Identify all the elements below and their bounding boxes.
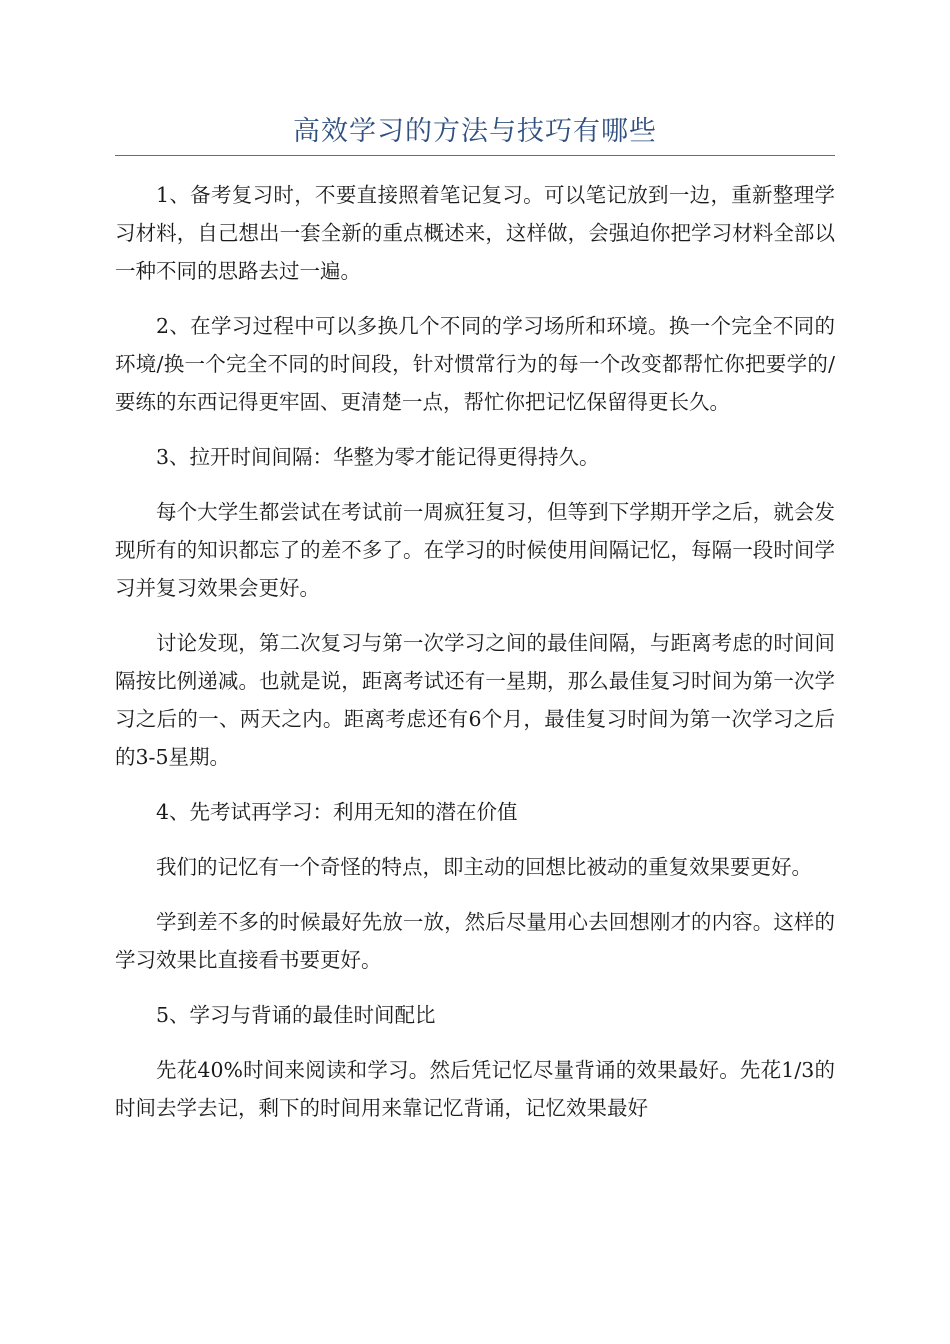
paragraph-5: 讨论发现，第二次复习与第一次学习之间的最佳间隔，与距离考虑的时间间隔按比例递减。也就是说，距离考试还有一星期，那么最佳复习时间为第一次学习之后的一、两天之内。距离考虑还有6个月，最佳复习时间为第一次学习之后的3-5星期。 [115,631,835,769]
title-underline [115,155,835,156]
paragraph-9: 5、学习与背诵的最佳时间配比 [156,1003,436,1027]
paragraph-6: 4、先考试再学习：利用无知的潜在价值 [156,800,518,824]
document-body [115,176,835,1144]
document-title: 高效学习的方法与技巧有哪些 [293,116,657,147]
paragraph-1: 1、备考复习时，不要直接照着笔记复习。可以笔记放到一边，重新整理学习材料，自己想出一套全新的重点概述来，这样做，会强迫你把学习材料全部以一种不同的思路去过一遍。 [115,183,835,283]
paragraph-2: 2、在学习过程中可以多换几个不同的学习场所和环境。换一个完全不同的环境/换一个完全不同的时间段，针对惯常行为的每一个改变都帮忙你把要学的/要练的东西记得更牢固、更清楚一点，帮忙你把记忆保留得更长久。 [115,314,835,414]
paragraph-8: 学到差不多的时候最好先放一放，然后尽量用心去回想刚才的内容。这样的学习效果比直接看书要更好。 [115,910,835,972]
paragraph-10: 先花40%时间来阅读和学习。然后凭记忆尽量背诵的效果最好。先花1/3的时间去学去记，剩下的时间用来靠记忆背诵，记忆效果最好 [115,1058,835,1120]
paragraph-7: 我们的记忆有一个奇怪的特点，即主动的回想比被动的重复效果要更好。 [156,855,812,879]
paragraph-4: 每个大学生都尝试在考试前一周疯狂复习，但等到下学期开学之后，就会发现所有的知识都忘了的差不多了。在学习的时候使用间隔记忆，每隔一段时间学习并复习效果会更好。 [115,500,835,600]
paragraph-3: 3、拉开时间间隔：华整为零才能记得更得持久。 [156,445,600,469]
